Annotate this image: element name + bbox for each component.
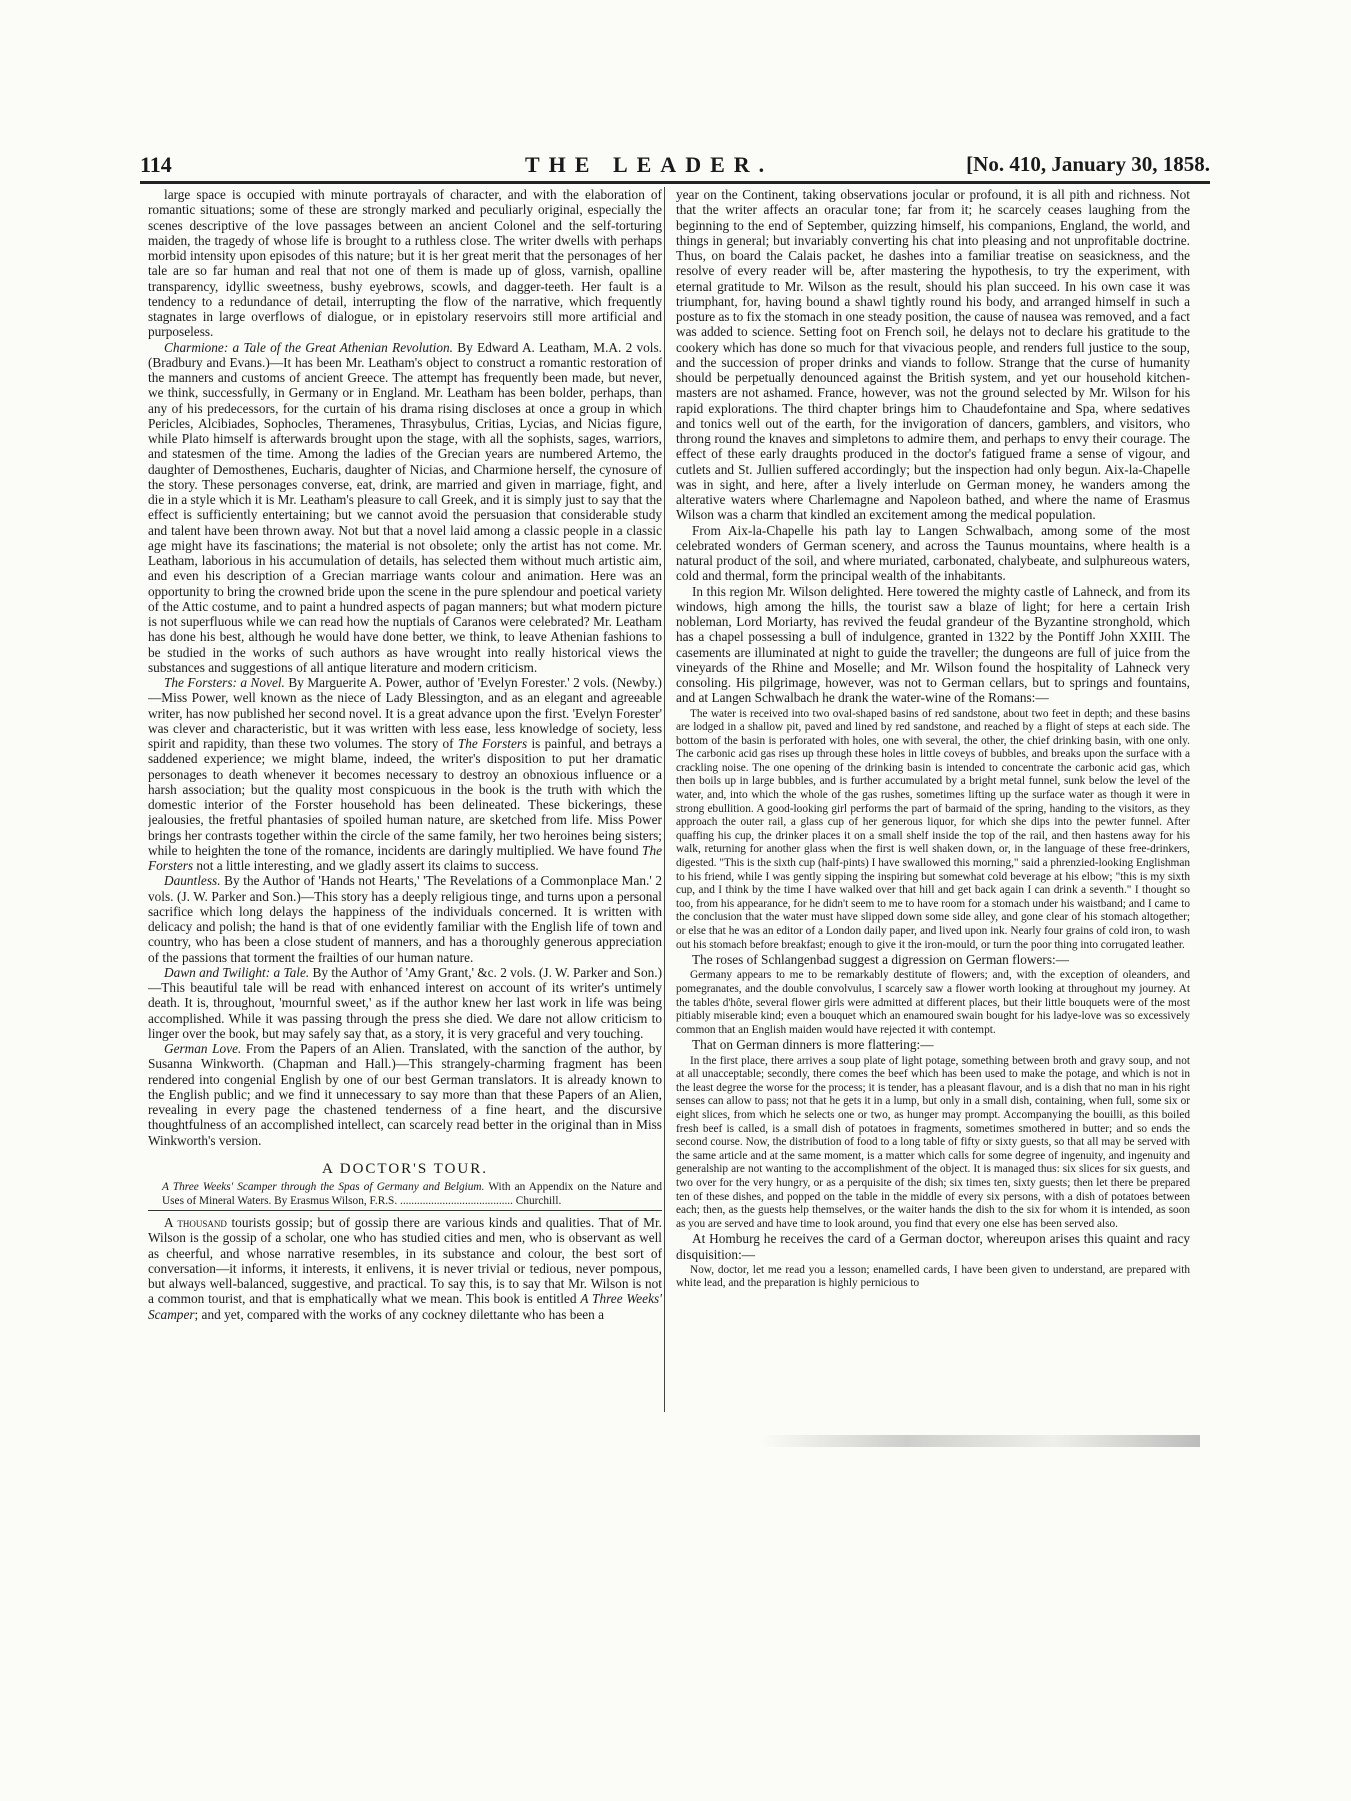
book-title: Dauntless. — [164, 873, 221, 889]
quoted-extract: Germany appears to me to be remarkably destitute of flowers; and, with the exception of oleanders, and pomegranates, and the double convolvulus, I scarcely saw a flower worth looking at throughout my journey. At the tables d'hôte, several flower girls were admitted at different places, but their little bouquets were of the most pitiably miserable kind; even a bouquet which an enamoured swain bought for his ladye-love was so excessively common that an English maiden would have rejected it with contempt. — [676, 969, 1190, 1036]
quoted-extract: In the first place, there arrives a soup plate of light potage, something between broth and gravy soup, and not at all unacceptable; secondly, there comes the beef which has been used to make the potage, and which is not in the least degree the worse for the process; it is tender, has a pleasant flavour, and is a dish that no man in his right senses can allow to pass; not that he gets it in a lump, but only in a small dish, containing, when full, some six or eight slices, from which he selects one or two, as hunger may prompt. Accompanying the bouilli, as this boiled fresh beef is called, is a small dish of potatoes in fragments, sometimes smothered in butter; and so ends the second course. Now, the distribution of food to a long table of fifty or sixty guests, so that all may be served with the same article and at the same moment, is a matter which calls for some degree of ingenuity, and ingenuity and generalship are not wanting to the accomplishment of the object. It is managed thus: six slices for six guests, and two over for the very hungry, or as a perquisite of the dish; six times ten, sixty guests; then let there be prepared ten of these dishes, and popped on the table in the middle of every six persons, with a dish of potatoes between each; then, as the guests help themselves, or the waiter hands the dish to the six for whom it is intended, as soon as you are served and have time to look around, you find that every one else has been served also. — [676, 1054, 1190, 1230]
review-charmione: Charmione: a Tale of the Great Athenian Revolution. By Edward A. Leatham, M.A. 2 vols. (Bradbury and Evans.)—It has been Mr. Leatham's object to construct a romantic restoration of the manners and customs of ancient Greece. The attempt has frequently been made, but never, we think, successfully, in Germany or in England. Mr. Leatham has been bolder, perhaps, than any of his predecessors, for the curtain of his drama rising discloses at once a group in which Pericles, Alcibiades, Sophocles, Theramenes, Thrasybulus, Critias, Lycias, and Nicias figure, while Plato himself is afterwards brought upon the stage, with all the sophists, sages, warriors, and statesmen of the time. Among the ladies of the Grecian years are numbered Artemo, the daughter of Demosthenes, Eucharis, daughter of Nicias, and Charmione herself, the cynosure of the story. These personages converse, eat, drink, are married and given in marriage, fight, and die in a style which it is Mr. Leatham's pleasure to call Greek, and it is simply just to say that the effect is sufficiently entertaining; but we cannot avoid the persuasion that considerable study and talent have been thrown away. Not but that a novel laid among a classic people in a classic age might have its fascinations; the material is not obsolete; only the artist has not come. Mr. Leatham, laborious in his accumulation of details, has selected them without much artistic aim, and even his description of a Grecian marriage wants colour and animation. Here was an opportunity to bring the crowned bride upon the scene in the pure splendour and poetical variety of the Attic costume, and to paint a hundred aspects of pagan manners; but what modern picture is not superfluous while we can read how the nuptials of Caranos were celebrated? Mr. Leatham has done his best, although he would have done better, we think, to leave Athenian fashions to be studied in the works of such authors as have wrought into really historical views the substances and suggestions of all antique literature and modern criticism. — [148, 339, 662, 675]
book-title: Charmione: a Tale of the Great Athenian Revolution. — [164, 339, 454, 355]
article-paragraph: At Homburg he receives the card of a German doctor, whereupon arises this quaint and racy disquisition:— — [676, 1231, 1190, 1262]
scan-artifact — [760, 1435, 1200, 1447]
column-divider — [664, 187, 665, 1412]
header-rule — [140, 181, 1210, 184]
subhead-rule — [148, 1210, 662, 1211]
book-title: Dawn and Twilight: a Tale. — [164, 964, 310, 980]
article-paragraph: year on the Continent, taking observations jocular or profound, it is all pith and richness. Not that the writer affects an oracular tone; far from it; he scarcely ceases laughing from the beginning to the end of September, quizzing himself, his companions, England, the world, and things in general; but invariably converting his chat into pleasing and not unprofitable doctrine. Thus, on board the Calais packet, he dashes into a familiar treatise on seasickness, and the resolve of every reader will be, after mastering the hypothesis, to try the experiment, with eternal gratitude to Mr. Wilson as the result, should his plan succeed. In his own case it was triumphant, for, having bound a shawl tightly round his body, and arranged himself in such a posture as to fix the stomach in one steady position, the cause of nausea was removed, and a fact was added to science. Setting foot on French soil, he delays not to declare his gratitude to the cookery which has done so much for that vivacious people, and renders full justice to the soup, and the succession of proper drinks and viands to follow. Strange that the curse of humanity should be perpetually denounced against the British system, and yet our household kitchen-masters are not ashamed. France, however, was not the ground selected by Mr. Wilson for his rapid explorations. The third chapter brings him to Chaudefontaine and Spa, where sedatives and tonics well out of the earth, for the invigoration of dancers, gamblers, and visitors, who throng round the knaves and simpletons to admire them, and perhaps to envy their courage. The effect of these early draughts produced in the doctor's fatigued frame a sense of vigour, and cutlets and St. Jullien suffered accordingly; but the inspection had only begun. Aix-la-Chapelle was in sight, and here, after a lively interlude on German money, he wanders among the alterative waters where Charlemagne and Napoleon bathed, and where the name of Erasmus Wilson was a charm that kindled an excitement among the medical population. — [676, 187, 1190, 523]
book-subhead: A Three Weeks' Scamper through the Spas of Germany and Belgium. With an Appendix on the Nature and Uses of Mineral Waters. By Erasmus Wilson, F.R.S. ........................................ Churchill. — [162, 1181, 662, 1207]
newspaper-title: THE LEADER. — [525, 152, 774, 177]
left-column — [148, 187, 662, 1427]
quoted-extract: The water is received into two oval-shaped basins of red sandstone, about two feet in depth; and these basins are lodged in a shallow pit, paved and lined by red sandstone, and reached by a flight of steps at each side. The bottom of the basin is perforated with holes, one with several, the other, the chief drinking basin, with one only. The carbonic acid gas rises up through these holes in little coveys of bubbles, and breaks upon the surface with a crackling noise. The one opening of the drinking basin is intended to concentrate the carbonic acid gas, which then boils up in large bubbles, and is further accumulated by a bright metal funnel, sunk below the level of the water, and, into which the whole of the gas rushes, sometimes lifting up the surface water as though it were in strong ebullition. A good-looking girl performs the part of barmaid of the spring, handing to the visitors, as they approach the outer rail, a glass cup of her generous liquor, for which she dips into the pewter funnel. After quaffing his cup, the drinker places it on a small shelf inside the top of the rail, and then hastens away for his walk, returning for another glass when the first is well shaken down, or, in the language of these free-drinkers, digested. "This is the sixth cup (half-pints) I have swallowed this morning," said a phrenzied-looking Englishman to his friend, while I was gently sipping the inspiring but somewhat cold beverage at his elbow; "this is my sixth cup, and I think by the time I have walked over that hill and get back again I can drink a seventh." I thought so too, from his appearance, for he didn't seem to me to have room for a stomach under his waistband; and I came to the conclusion that the water must have slipped down some side alley, and gone clear of his stomach altogether; or else that he was an editor of a London daily paper, and lived upon ink. Nearly four grains of cold iron, to wash out his stomach before breakfast; enough to give it the iron-mould, or turn the poor thing into corrugated leather. — [676, 707, 1190, 951]
review-dauntless: Dauntless. By the Author of 'Hands not Hearts,' 'The Revelations of a Commonplace Man.' 2 vols. (J. W. Parker and Son.)—This story has a deeply religious tinge, and turns upon a personal sacrifice which long delays the happiness of the individuals concerned. It is written with delicacy and polish; the hand is that of one evidently familiar with the English life of town and country, who has been a close student of manners, and has a thoroughly generous appreciation of the passions that torment the frailties of our human nature. — [148, 873, 662, 965]
quoted-extract: Now, doctor, let me read you a lesson; enamelled cards, I have been given to understand, are prepared with white lead, and the preparation is highly pernicious to — [676, 1263, 1190, 1290]
review-dawn-twilight: Dawn and Twilight: a Tale. By the Author of 'Amy Grant,' &c. 2 vols. (J. W. Parker and Son.)—This beautiful tale will be read with enhanced interest on account of its writer's untimely death. It is, throughout, 'mournful sweet,' as if the author knew her last work in life was being accomplished. While it was passing through the press she died. We dare not allow criticism to linger over the book, but may safely say that, as a story, it is very graceful and very touching. — [148, 964, 662, 1041]
issue-date: [No. 410, January 30, 1858. — [966, 152, 1210, 176]
review-german-love: German Love. From the Papers of an Alien. Translated, with the sanction of the author, by Susanna Winkworth. (Chapman and Hall.)—This strangely-charming fragment has been rendered into congenial English by one of our best German translators. It is already known to the English public; and we find it unnecessary to say more than that these Papers of an Alien, revealing in every page the chastened tenderness of a fine heart, and the discursive thoughtfulness of an accomplished intellect, can scarcely read better in the original than in Miss Winkworth's version. — [148, 1041, 662, 1148]
review-paragraph: large space is occupied with minute portrayals of character, and with the elaboration of romantic situations; some of these are strongly marked and peculiarly original, especially the scenes descriptive of the love passages between an ancient Colonel and the self-torturing maiden, the tragedy of whose life is brought to a ruthless close. The writer dwells with perhaps morbid intensity upon episodes of this nature; but it is her great merit that the personages of her tale are so far human and real that not one of them is made up of gloss, varnish, opalline transparency, idyllic sweetness, bushy eyebrows, scowls, and dagger-teeth. Her fault is a tendency to a redundance of detail, interrupting the flow of the narrative, which frequently stagnates in large overflows of dialogue, or in epistolary reservoirs still more artificial and purposeless. — [148, 187, 662, 340]
book-title: German Love. — [164, 1041, 242, 1056]
right-column — [676, 187, 1190, 1319]
masthead — [140, 152, 1210, 178]
section-heading: A DOCTOR'S TOUR. — [322, 1160, 488, 1177]
article-intro: A thousand tourists gossip; but of gossip there are various kinds and qualities. That of Mr. Wilson is the gossip of a scholar, one who has studied cities and men, who is observant as well as cheerful, and whose narrative resembles, in its substance and colour, the best sort of conversation—it informs, it interests, it enlivens, it is never trivial or tedious, never pompous, but always well-balanced, suggestive, and practical. To say this, is to say that Mr. Wilson is not a common tourist, and that is emphatically what we mean. This book is entitled A Three Weeks' Scamper; and yet, compared with the works of any cockney dilettante who has been a — [148, 1215, 662, 1322]
article-paragraph: The roses of Schlangenbad suggest a digression on German flowers:— — [692, 952, 1070, 968]
article-paragraph: From Aix-la-Chapelle his path lay to Langen Schwalbach, among some of the most celebrated wonders of German scenery, and across the Taunus mountains, where health is a natural product of the soil, and where muriated, carbonated, chalybeate, and sulphureous waters, cold and thermal, form the principal wealth of the inhabitants. — [676, 522, 1190, 584]
review-forsters: The Forsters: a Novel. By Marguerite A. Power, author of 'Evelyn Forester.' 2 vols. (Newby.)—Miss Power, well known as the niece of Lady Blessington, and as an elegant and agreeable writer, has now published her second novel. It is a great advance upon the first. 'Evelyn Forester' was clever and characteristic, but it was written with less ease, less knowledge of society, less spirit and rapidity, than these two volumes. The story of The Forsters is painful, and betrays a saddened experience; we might blame, indeed, the writer's disposition to put her dramatic personages to death whenever it becomes necessary to destroy an obnoxious influence or a harsh association; but the quality most conspicuous in the book is the truth with which the domestic interior of the Forster household has been delineated. These bickerings, these jealousies, the fretful phantasies of spoiled human nature, are sketched from life. Miss Power brings her contrasts together within the circle of the same family, her two heroines being sisters; while to heighten the tone of the romance, incidents are daringly multiplied. We have found The Forsters not a little interesting, and we gladly assert its claims to success. — [148, 675, 662, 873]
article-paragraph: In this region Mr. Wilson delighted. Here towered the mighty castle of Lahneck, and from its windows, high among the hills, the tourist saw a blaze of light; for here a certain Irish nobleman, Lord Moriarty, has revived the feudal grandeur of the Byzantine stronghold, which has a chapel possessing a bull of indulgence, granted in 1322 by the Pontiff John XXIII. The casements are illuminated at night to guide the traveller; the dungeons are full of juice from the vineyards of the Rhine and Moselle; and Mr. Wilson found the hospitality of Lahneck very consoling. His pilgrimage, however, was not to German cellars, but to springs and fountains, and at Langen Schwalbach he drank the water-wine of the Romans:— — [676, 583, 1190, 706]
page-number: 114 — [140, 152, 172, 177]
book-title: The Forsters: a Novel. — [164, 675, 285, 690]
article-paragraph: That on German dinners is more flattering:— — [692, 1037, 934, 1053]
